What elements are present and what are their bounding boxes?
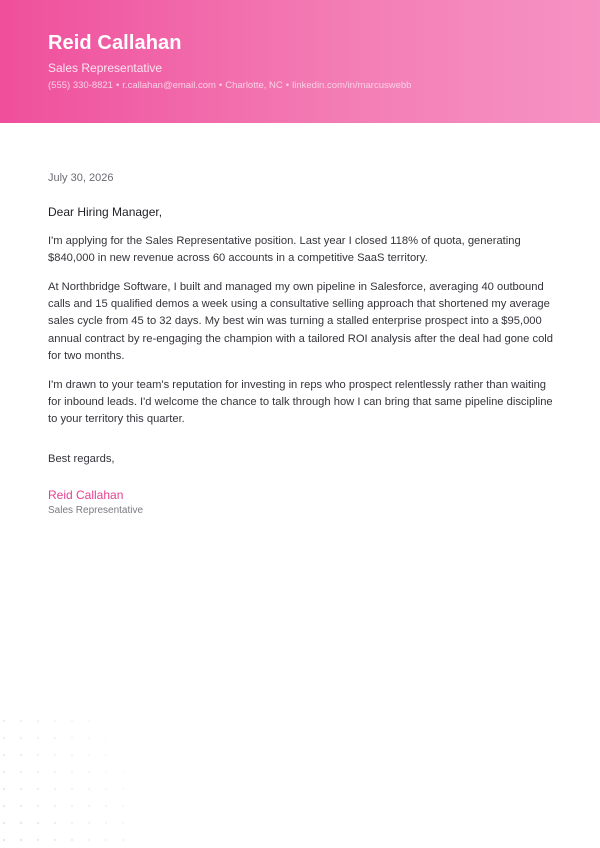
contact-separator: • xyxy=(218,80,223,91)
decorative-dot xyxy=(3,720,5,722)
decorative-dot xyxy=(37,788,39,790)
decorative-dot xyxy=(20,822,22,824)
decorative-dot xyxy=(71,822,73,824)
decorative-dot xyxy=(54,720,56,722)
decorative-dot xyxy=(88,720,90,722)
decorative-dot xyxy=(88,737,90,739)
decorative-dot xyxy=(88,788,90,790)
signature-title: Sales Representative xyxy=(48,505,144,516)
decorative-dot-pattern xyxy=(0,715,140,848)
contact-line xyxy=(48,80,411,91)
decorative-dot xyxy=(88,771,90,773)
decorative-dot xyxy=(71,720,73,722)
decorative-dot xyxy=(105,839,107,841)
decorative-dot xyxy=(122,788,124,790)
decorative-dot xyxy=(3,754,5,756)
decorative-dot xyxy=(54,839,56,841)
decorative-dot xyxy=(20,805,22,807)
decorative-dot xyxy=(105,720,107,722)
decorative-dot xyxy=(88,754,90,756)
decorative-dot xyxy=(122,839,124,841)
contact-separator: • xyxy=(285,80,290,91)
decorative-dot xyxy=(122,754,124,756)
decorative-dot xyxy=(54,754,56,756)
decorative-dot xyxy=(3,822,5,824)
decorative-dot xyxy=(122,737,124,739)
decorative-dot xyxy=(71,754,73,756)
decorative-dot xyxy=(105,754,107,756)
decorative-dot xyxy=(37,720,39,722)
decorative-dot xyxy=(37,822,39,824)
decorative-dot xyxy=(37,737,39,739)
decorative-dot xyxy=(54,822,56,824)
decorative-dot xyxy=(105,737,107,739)
contact-email[interactable]: r.callahan@email.com xyxy=(122,80,216,91)
decorative-dot xyxy=(71,839,73,841)
decorative-dot xyxy=(37,754,39,756)
decorative-dot xyxy=(71,805,73,807)
decorative-dot xyxy=(3,737,5,739)
decorative-dot xyxy=(54,737,56,739)
decorative-dot xyxy=(20,839,22,841)
decorative-dot xyxy=(105,822,107,824)
decorative-dot xyxy=(71,771,73,773)
decorative-dot xyxy=(105,771,107,773)
decorative-dot xyxy=(122,771,124,773)
body-paragraph-3: I'm drawn to your team's reputation for investing in reps who prospect relentlessly rather than waiting for inbound leads. I'd welcome the chance to talk through how I can bring that same pipeline discipline to your territory this quarter. xyxy=(48,379,553,426)
body-paragraph-1: I'm applying for the Sales Representative position. Last year I closed 118% of quota, generating $840,000 in new revenue across 60 accounts in a competitive SaaS territory. xyxy=(48,235,521,265)
letter-header xyxy=(0,0,600,123)
contact-linkedin[interactable]: linkedin.com/in/marcuswebb xyxy=(292,80,412,91)
letter-closing: Best regards, xyxy=(48,453,115,465)
decorative-dot xyxy=(88,805,90,807)
applicant-title: Sales Representative xyxy=(48,61,163,75)
signature-name: Reid Callahan xyxy=(48,488,124,502)
decorative-dot xyxy=(71,737,73,739)
contact-separator: • xyxy=(115,80,120,91)
decorative-dot xyxy=(105,788,107,790)
decorative-dot xyxy=(3,788,5,790)
letter-greeting: Dear Hiring Manager, xyxy=(48,205,163,219)
decorative-dot xyxy=(3,805,5,807)
contact-phone: (555) 330-8821 xyxy=(48,80,113,91)
decorative-dot xyxy=(20,788,22,790)
decorative-dot xyxy=(37,771,39,773)
decorative-dot xyxy=(3,771,5,773)
decorative-dot xyxy=(88,839,90,841)
applicant-name: Reid Callahan xyxy=(48,32,182,54)
decorative-dot xyxy=(105,805,107,807)
decorative-dot xyxy=(54,771,56,773)
decorative-dot xyxy=(54,805,56,807)
decorative-dot xyxy=(71,788,73,790)
decorative-dot xyxy=(122,805,124,807)
decorative-dot xyxy=(37,839,39,841)
decorative-dot xyxy=(20,771,22,773)
body-paragraph-2: At Northbridge Software, I built and managed my own pipeline in Salesforce, averaging 40 outbound calls and 15 qualified demos a week using a consultative selling approach that shortened my average sales cycle from 45 to 32 days. My best win was turning a stalled enterprise prospect into a $95,000 annual contract by re-engaging the champion with a tailored ROI analysis after the deal had gone cold for two months. xyxy=(48,281,553,362)
decorative-dot xyxy=(37,805,39,807)
decorative-dot xyxy=(88,822,90,824)
decorative-dot xyxy=(122,822,124,824)
decorative-dot xyxy=(20,737,22,739)
decorative-dot xyxy=(20,720,22,722)
decorative-dot xyxy=(3,839,5,841)
contact-location: Charlotte, NC xyxy=(225,80,283,91)
decorative-dot xyxy=(54,788,56,790)
decorative-dot xyxy=(20,754,22,756)
letter-date: July 30, 2026 xyxy=(48,172,114,184)
